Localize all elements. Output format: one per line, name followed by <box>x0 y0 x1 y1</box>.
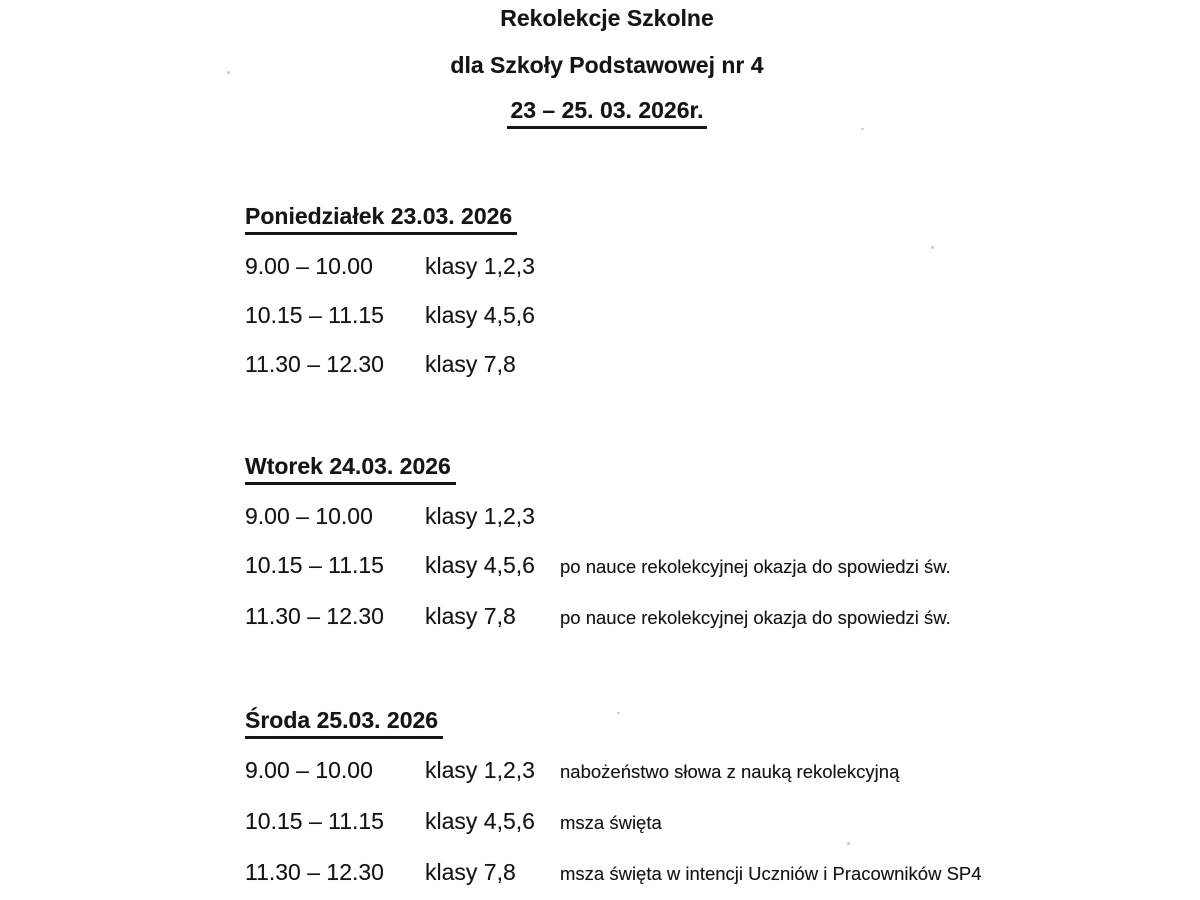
document-subtitle: dla Szkoły Podstawowej nr 4 <box>450 52 764 78</box>
time-range: 10.15 – 11.15 <box>245 552 384 578</box>
activity-note: msza święta <box>560 812 662 833</box>
day-section-wednesday <box>245 706 1200 888</box>
activity-note: po nauce rekolekcyjnej okazja do spowiedzi św. <box>560 556 951 577</box>
day-heading-text: Środa 25.03. 2026 <box>245 706 443 739</box>
class-group: klasy 1,2,3 <box>425 503 535 529</box>
class-group: klasy 4,5,6 <box>425 302 535 328</box>
time-range: 10.15 – 11.15 <box>245 302 384 328</box>
class-group: klasy 1,2,3 <box>425 757 535 783</box>
schedule-row <box>245 350 1200 378</box>
day-heading-text: Poniedziałek 23.03. 2026 <box>245 202 517 235</box>
scan-speck <box>227 71 230 74</box>
time-range: 9.00 – 10.00 <box>245 757 373 783</box>
day-section-monday <box>245 202 1200 378</box>
schedule-row <box>245 252 1200 280</box>
day-heading-tuesday <box>245 452 1200 485</box>
class-group: klasy 7,8 <box>425 859 516 885</box>
document-title: Rekolekcje Szkolne <box>500 5 714 31</box>
time-range: 10.15 – 11.15 <box>245 808 384 834</box>
class-group: klasy 7,8 <box>425 603 516 629</box>
schedule-row <box>245 551 1200 581</box>
scan-speck <box>617 712 620 714</box>
schedule <box>245 202 1200 888</box>
time-range: 11.30 – 12.30 <box>245 603 384 629</box>
activity-note: nabożeństwo słowa z nauką rekolekcyjną <box>560 761 900 782</box>
schedule-row <box>245 807 1200 837</box>
document-dateline <box>0 96 1200 129</box>
day-section-tuesday <box>245 452 1200 632</box>
time-range: 9.00 – 10.00 <box>245 253 373 279</box>
schedule-row <box>245 756 1200 786</box>
time-range: 11.30 – 12.30 <box>245 351 384 377</box>
class-group: klasy 4,5,6 <box>425 808 535 834</box>
class-group: klasy 1,2,3 <box>425 253 535 279</box>
document-date-range: 23 – 25. 03. 2026r. <box>507 96 706 129</box>
day-heading-text: Wtorek 24.03. 2026 <box>245 452 456 485</box>
schedule-row <box>245 502 1200 530</box>
schedule-row <box>245 602 1200 632</box>
schedule-row <box>245 301 1200 329</box>
scan-speck <box>931 246 934 249</box>
activity-note: msza święta w intencji Uczniów i Pracowników SP4 <box>560 863 982 884</box>
document-header <box>0 0 1200 129</box>
time-range: 11.30 – 12.30 <box>245 859 384 885</box>
schedule-row <box>245 858 1200 888</box>
scan-speck <box>847 842 850 845</box>
time-range: 9.00 – 10.00 <box>245 503 373 529</box>
class-group: klasy 4,5,6 <box>425 552 535 578</box>
day-heading-wednesday <box>245 706 1200 739</box>
day-heading-monday <box>245 202 1200 235</box>
class-group: klasy 7,8 <box>425 351 516 377</box>
activity-note: po nauce rekolekcyjnej okazja do spowiedzi św. <box>560 607 951 628</box>
scan-speck <box>861 128 864 130</box>
